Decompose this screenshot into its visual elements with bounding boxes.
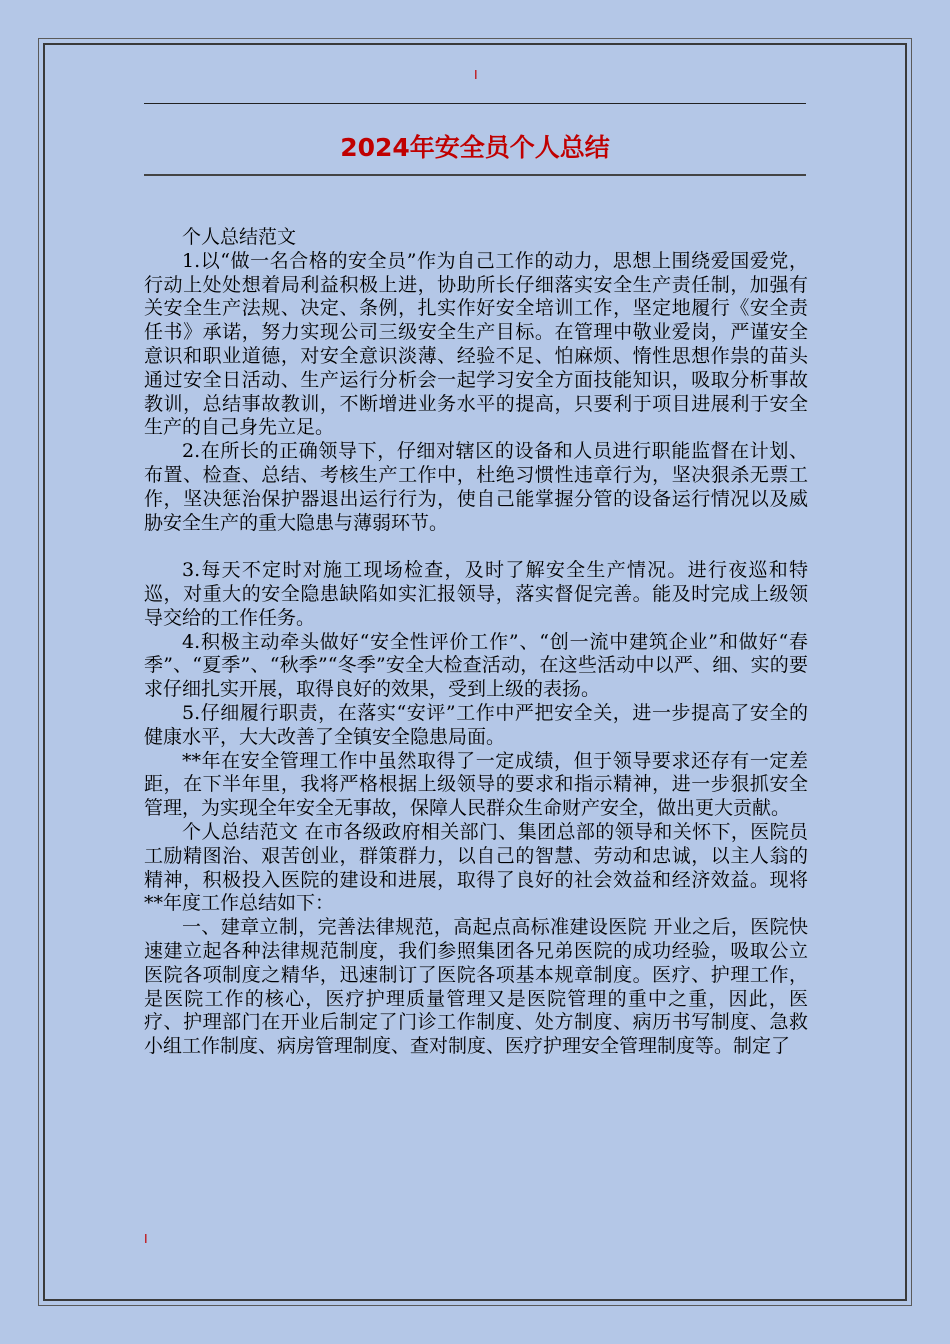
footer-mark: I — [144, 1231, 148, 1246]
paragraph-item-4: 4.积极主动牵头做好“安全性评价工作”、“创一流中建筑企业”和做好“春季”、“夏季”、“秋季”“冬季”安全大检查活动，在这些活动中以严、细、实的要求仔细扎实开展，取得良好的效果，受到上级的表扬。 — [144, 630, 808, 701]
header-mark: I — [474, 67, 478, 82]
paragraph-conclusion: **年在安全管理工作中虽然取得了一定成绩，但于领导要求还存有一定差距，在下半年里，我将严格根据上级领导的要求和指示精神，进一步狠抓安全管理，为实现全年安全无事故，保障人民群众生命财产安全，做出更大贡献。 — [144, 749, 808, 820]
paragraph-item-5: 5.仔细履行职责，在落实“安评”工作中严把安全关，进一步提高了安全的健康水平，大大改善了全镇安全隐患局面。 — [144, 701, 808, 748]
paragraph-item-3: 3.每天不定时对施工现场检查，及时了解安全生产情况。进行夜巡和特巡，对重大的安全隐患缺陷如实汇报领导，落实督促完善。能及时完成上级领导交给的工作任务。 — [144, 559, 808, 629]
paragraph-second-sample: 个人总结范文 在市各级政府相关部门、集团总部的领导和关怀下，医院员工励精图治、艰苦创业，群策群力，以自己的智慧、劳动和忠诚，以主人翁的精神，积极投入医院的建设和进展，取得了良好的社会效益和经济效益。现将**年度工作总结如下： — [144, 820, 808, 915]
document-body — [144, 226, 808, 1059]
paragraph-section-1: 一、建章立制，完善法律规范，高起点高标准建设医院 开业之后，医院快速建立起各种法律规范制度，我们参照集团各兄弟医院的成功经验，吸取公立医院各项制度之精华，迅速制订了医院各项基本规章制度。医疗、护理工作，是医院工作的核心，医疗护理质量管理又是医院管理的重中之重，因此，医疗、护理部门在开业后制定了门诊工作制度、处方制度、病历书写制度、急救小组工作制度、病房管理制度、查对制度、医疗护理安全管理制度等。制定了 — [144, 916, 808, 1058]
paragraph-item-1: 1.以“做一名合格的安全员”作为自己工作的动力，思想上围绕爱国爱党，行动上处处想着局利益积极上进，协助所长仔细落实安全生产责任制，加强有关安全生产法规、决定、条例，扎实作好安全培训工作，坚定地履行《安全责任书》承诺，努力实现公司三级安全生产目标。在管理中敬业爱岗，严谨安全意识和职业道德，对安全意识淡薄、经验不足、怕麻烦、惰性思想作祟的苗头通过安全日活动、生产运行分析会一起学习安全方面技能知识，吸取分析事故教训，总结事故教训，不断增进业务水平的提高，只要利于项目进展利于安全生产的自己身先立足。 — [144, 249, 808, 439]
document-title: 2024年安全员个人总结 — [340, 133, 610, 162]
paragraph-heading: 个人总结范文 — [182, 226, 297, 248]
title-rule — [144, 174, 806, 176]
header-rule — [144, 103, 806, 104]
paragraph-item-2: 2.在所长的正确领导下，仔细对辖区的设备和人员进行职能监督在计划、布置、检查、总结、考核生产工作中，杜绝习惯性违章行为，坚决狠杀无票工作，坚决惩治保护器退出运行行为，使自己能掌握分管的设备运行情况以及威胁安全生产的重大隐患与薄弱环节。 — [144, 440, 808, 534]
